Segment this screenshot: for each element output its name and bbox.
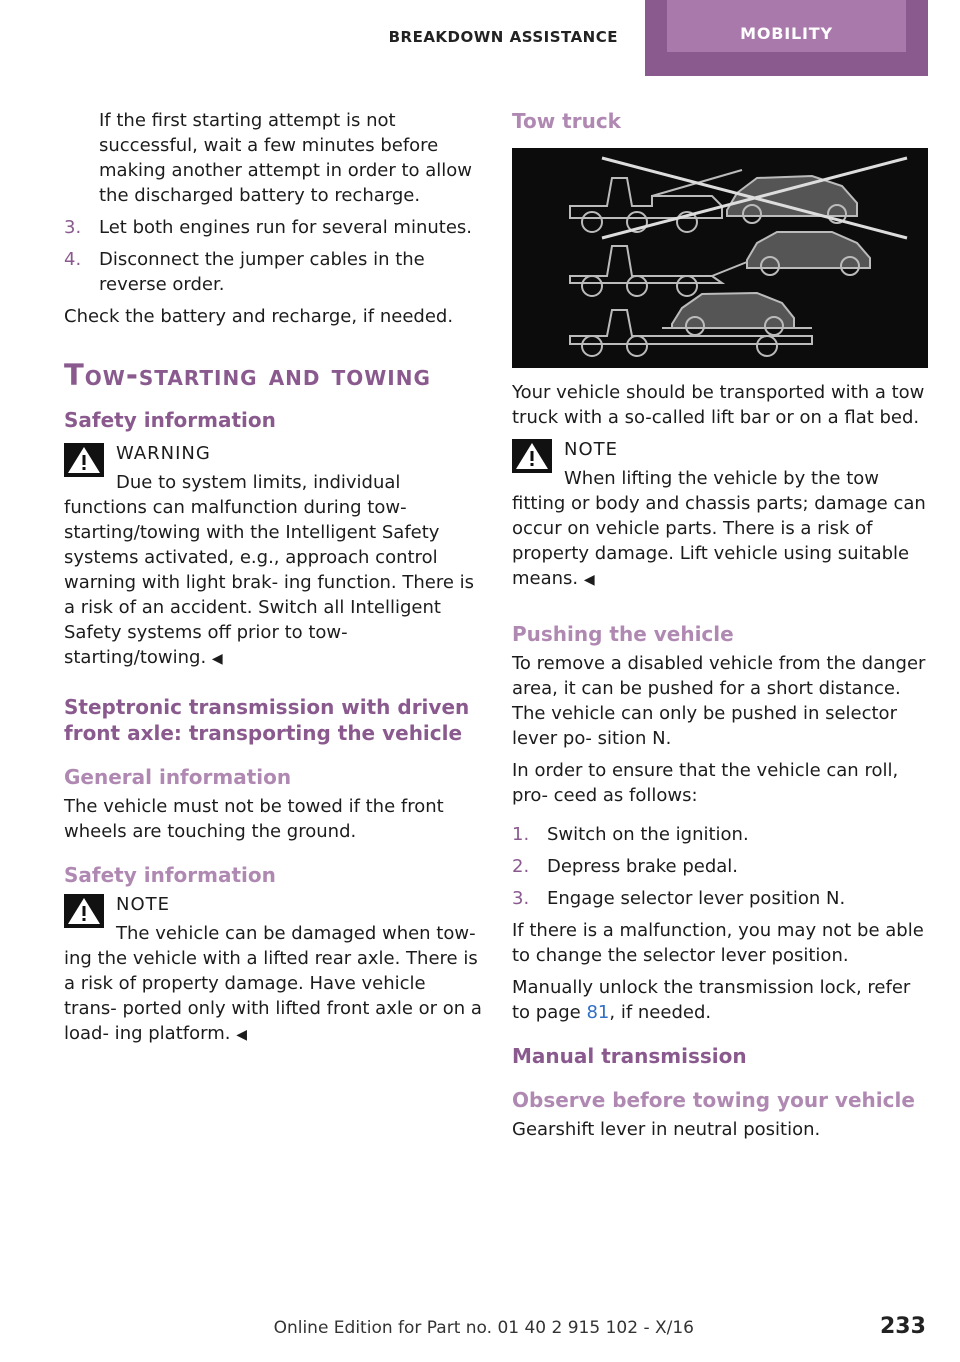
section-header: BREAKDOWN ASSISTANCE: [388, 28, 618, 46]
pushing-heading: Pushing the vehicle: [512, 622, 734, 646]
note-notice: [512, 437, 930, 593]
end-mark: ◀: [211, 651, 223, 667]
note-notice: [64, 892, 482, 1048]
unlock-text-a: Manually unlock the transmission lock, refer to page: [512, 977, 911, 1023]
warning-label: WARNING: [116, 443, 211, 464]
list-number: 3.: [512, 888, 530, 909]
end-mark: ◀: [236, 1027, 247, 1043]
left-column: [64, 108, 482, 1055]
warning-icon: [64, 443, 104, 477]
footer-edition: Online Edition for Part no. 01 40 2 915 102 - X/16: [273, 1318, 694, 1338]
list-number: 4.: [64, 249, 82, 270]
tow-truck-heading: Tow truck: [512, 109, 621, 133]
chapter-tab-label: MOBILITY: [667, 0, 906, 52]
note-label: NOTE: [116, 894, 171, 915]
list-text: Engage selector lever position N.: [547, 888, 846, 909]
observe-heading: Observe before towing your vehicle: [512, 1088, 915, 1112]
note-text: When lifting the vehicle by the tow fitting or body and chassis parts; damage can occur on vehicle parts. There is a risk of property damage. Lift vehicle using suitable means.: [512, 468, 926, 589]
section-title: [64, 357, 482, 393]
manual-transmission-heading: Manual transmission: [512, 1044, 747, 1068]
pushing-text: To remove a disabled vehicle from the danger area, it can be pushed for a short distance. The vehicle can only be pushed in selector lever po‐ sition N.: [512, 653, 926, 749]
chapter-tab: [645, 0, 928, 76]
unlock-text: [512, 975, 930, 1025]
battery-check-text: Check the battery and recharge, if needed.: [64, 306, 454, 327]
list-number: 2.: [512, 856, 530, 877]
page-number: 233: [880, 1314, 926, 1339]
list-text: Switch on the ignition.: [547, 824, 749, 845]
note-text: The vehicle can be damaged when tow‐ ing the vehicle with a lifted rear axle. There is a risk of property damage. Have vehicle trans‐ ported only with lifted front axle or on a load‐ ing platform.: [64, 923, 482, 1044]
general-info-text: The vehicle must not be towed if the front wheels are touching the ground.: [64, 796, 444, 842]
general-info-heading: General information: [64, 765, 292, 789]
list-number: 3.: [64, 217, 82, 238]
tow-truck-illustration: [512, 148, 928, 368]
safety-heading-2: Safety information: [64, 863, 276, 887]
warning-notice: [64, 441, 482, 672]
gearshift-text: Gearshift lever in neutral position.: [512, 1119, 821, 1140]
list-item: [64, 215, 482, 240]
note-label: NOTE: [564, 439, 619, 460]
page-link[interactable]: 81: [586, 1002, 610, 1023]
list-text: Let both engines run for several minutes.: [99, 217, 473, 238]
warning-text: Due to system limits, individual functions can malfunction during tow-starting/towing with the Intelligent Safety systems activated, e.g., approach control warning with light brak‐ ing function. There is a risk of an accident. Switch all Intelligent Safety systems off prior to tow-starting/towing.: [64, 472, 475, 668]
list-text: Depress brake pedal.: [547, 856, 739, 877]
list-text: Disconnect the jumper cables in the reverse order.: [99, 249, 425, 295]
list-item: [512, 854, 930, 879]
end-mark: ◀: [583, 572, 595, 588]
list-item: [512, 886, 930, 911]
tow-truck-text: Your vehicle should be transported with a tow truck with a so-called lift bar or on a flat bed.: [512, 382, 925, 428]
list-item: [64, 247, 482, 297]
right-column: [512, 108, 930, 1149]
warning-icon: [64, 894, 104, 928]
safety-heading: Safety information: [64, 408, 276, 432]
pushing-text-2: In order to ensure that the vehicle can roll, pro‐ ceed as follows:: [512, 760, 899, 806]
section-title-text: Tow-starting and towing: [64, 358, 431, 392]
list-number: 1.: [512, 824, 530, 845]
warning-icon: [512, 439, 552, 473]
unlock-text-b: , if needed.: [609, 1002, 712, 1023]
list-item: [512, 822, 930, 847]
steptronic-heading: Steptronic transmission with driven front axle: transporting the vehicle: [64, 695, 470, 745]
malfunction-text: If there is a malfunction, you may not be able to change the selector lever position.: [512, 920, 924, 966]
intro-continued: If the first starting attempt is not successful, wait a few minutes before making another attempt in order to allow the discharged battery to recharge.: [99, 110, 473, 206]
